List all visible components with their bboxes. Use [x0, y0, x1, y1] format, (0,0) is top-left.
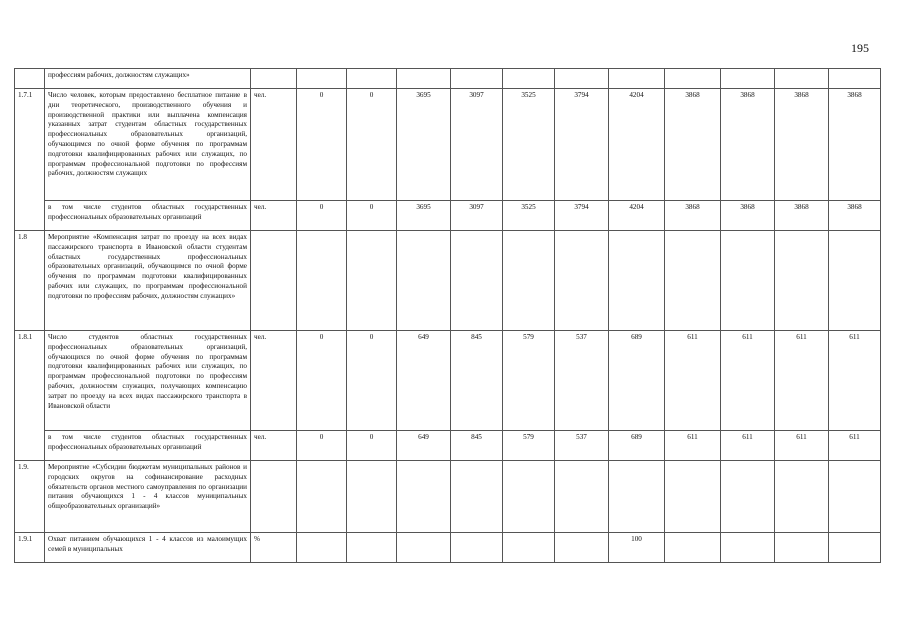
- row-value: [665, 461, 721, 533]
- row-value: [397, 533, 451, 563]
- row-value: [451, 533, 503, 563]
- row-value: [347, 69, 397, 89]
- row-value: 0: [297, 201, 347, 231]
- row-value: 0: [347, 201, 397, 231]
- row-value: 3097: [451, 89, 503, 201]
- row-value: 0: [297, 431, 347, 461]
- row-value: [297, 231, 347, 331]
- page-number: 195: [851, 41, 869, 55]
- row-value: 845: [451, 431, 503, 461]
- row-value: [503, 231, 555, 331]
- row-value: 611: [829, 331, 881, 431]
- row-unit: %: [251, 533, 297, 563]
- row-value: 689: [609, 431, 665, 461]
- row-value: [555, 533, 609, 563]
- row-unit: чел.: [251, 201, 297, 231]
- row-value: [555, 461, 609, 533]
- row-value: 611: [665, 331, 721, 431]
- row-code: 1.7.1: [15, 89, 45, 231]
- row-value: [829, 533, 881, 563]
- row-code: 1.9.1: [15, 533, 45, 563]
- row-value: 0: [347, 331, 397, 431]
- row-value: [829, 231, 881, 331]
- row-unit: [251, 69, 297, 89]
- table-row: [15, 231, 881, 331]
- row-unit: чел.: [251, 331, 297, 431]
- row-value: [451, 231, 503, 331]
- row-unit: [251, 231, 297, 331]
- indicator-table: [14, 68, 881, 563]
- row-value: 3868: [721, 201, 775, 231]
- row-value: [829, 69, 881, 89]
- row-value: 611: [665, 431, 721, 461]
- row-value: 537: [555, 331, 609, 431]
- row-value: 100: [609, 533, 665, 563]
- row-value: 3868: [665, 201, 721, 231]
- row-value: [397, 461, 451, 533]
- row-value: 579: [503, 331, 555, 431]
- row-value: 3868: [721, 89, 775, 201]
- row-description: Мероприятие «Компенсация затрат по проезду на всех видах пассажирского транспорта в Ивановской области студентам областных государственных профессиональных образовательных организаций, обучающимся по очной форме обучения по программам подготовки квалифицированных рабочих или служащих, по программам профессиональной подготовки по профессиям рабочих, должностям служащих»: [45, 231, 251, 331]
- row-value: [775, 231, 829, 331]
- row-value: [503, 533, 555, 563]
- row-value: 4204: [609, 89, 665, 201]
- row-code: 1.8: [15, 231, 45, 331]
- row-value: [451, 461, 503, 533]
- row-value: 611: [829, 431, 881, 461]
- row-value: 0: [347, 89, 397, 201]
- row-value: 537: [555, 431, 609, 461]
- row-value: 611: [721, 331, 775, 431]
- row-value: 0: [347, 431, 397, 461]
- row-value: [297, 69, 347, 89]
- row-value: [555, 69, 609, 89]
- row-value: 845: [451, 331, 503, 431]
- row-description: Мероприятие «Субсидии бюджетам муниципальных районов и городских округов на софинансирование расходных обязательств органов местного самоуправления по организации питания обучающихся 1 - 4 классов муниципальных общеобразовательных организаций»: [45, 461, 251, 533]
- row-value: 611: [775, 331, 829, 431]
- row-value: 611: [721, 431, 775, 461]
- row-value: 3868: [665, 89, 721, 201]
- table-row: [15, 533, 881, 563]
- row-code: [15, 69, 45, 89]
- row-value: 3794: [555, 201, 609, 231]
- row-value: [555, 231, 609, 331]
- row-unit: [251, 461, 297, 533]
- row-value: [721, 69, 775, 89]
- row-value: 3097: [451, 201, 503, 231]
- table-row: [15, 89, 881, 201]
- row-value: [347, 461, 397, 533]
- row-value: [347, 533, 397, 563]
- row-value: [609, 69, 665, 89]
- row-description: Число студентов областных государственных профессиональных образовательных организаций, обучающихся по очной форме обучения по программам подготовки квалифицированных рабочих или служащих, по программам профессиональной подготовки по профессиям рабочих, должностям служащих, получающих компенсацию затрат по проезду на всех видах пассажирского транспорта в Ивановской области: [45, 331, 251, 431]
- row-value: 0: [297, 331, 347, 431]
- row-value: 579: [503, 431, 555, 461]
- row-value: 3525: [503, 201, 555, 231]
- row-value: 3525: [503, 89, 555, 201]
- row-value: 0: [297, 89, 347, 201]
- row-value: [829, 461, 881, 533]
- row-value: [451, 69, 503, 89]
- row-value: [665, 69, 721, 89]
- row-value: [347, 231, 397, 331]
- row-value: 649: [397, 431, 451, 461]
- row-value: [297, 533, 347, 563]
- row-value: 611: [775, 431, 829, 461]
- row-description: профессиям рабочих, должностям служащих»: [45, 69, 251, 89]
- table-row: [15, 331, 881, 431]
- row-value: [721, 231, 775, 331]
- row-value: [609, 231, 665, 331]
- row-description: Число человек, которым предоставлено бесплатное питание в дни теоретического, производственного обучения и производственной практики или выплачена компенсация указанных затрат студентам областных государственных профессиональных образовательных организаций, обучающимся по очной форме обучения по программам подготовки квалифицированных рабочих или служащих, по программам профессиональной подготовки по профессиям рабочих, должностям служащих: [45, 89, 251, 201]
- row-value: 689: [609, 331, 665, 431]
- row-value: [503, 69, 555, 89]
- row-value: 4204: [609, 201, 665, 231]
- row-value: 3695: [397, 201, 451, 231]
- row-value: [609, 461, 665, 533]
- row-value: [775, 69, 829, 89]
- row-value: [503, 461, 555, 533]
- row-description: Охват питанием обучающихся 1 - 4 классов из малоимущих семей в муниципальных: [45, 533, 251, 563]
- row-value: [775, 533, 829, 563]
- row-description: в том числе студентов областных государственных профессиональных образовательных организаций: [45, 431, 251, 461]
- table-row: [15, 431, 881, 461]
- row-unit: чел.: [251, 431, 297, 461]
- row-value: 3868: [775, 201, 829, 231]
- table-row: [15, 69, 881, 89]
- row-value: [397, 231, 451, 331]
- row-value: 3794: [555, 89, 609, 201]
- row-code: 1.8.1: [15, 331, 45, 461]
- row-value: [297, 461, 347, 533]
- row-code: 1.9.: [15, 461, 45, 533]
- row-value: 3868: [829, 201, 881, 231]
- row-value: [721, 461, 775, 533]
- row-value: [665, 533, 721, 563]
- row-value: [721, 533, 775, 563]
- row-value: 3868: [775, 89, 829, 201]
- row-value: [665, 231, 721, 331]
- row-value: 649: [397, 331, 451, 431]
- row-value: 3695: [397, 89, 451, 201]
- row-value: [397, 69, 451, 89]
- table-row: [15, 201, 881, 231]
- row-value: 3868: [829, 89, 881, 201]
- table-row: [15, 461, 881, 533]
- row-value: [775, 461, 829, 533]
- row-unit: чел.: [251, 89, 297, 201]
- row-description: в том числе студентов областных государственных профессиональных образовательных организаций: [45, 201, 251, 231]
